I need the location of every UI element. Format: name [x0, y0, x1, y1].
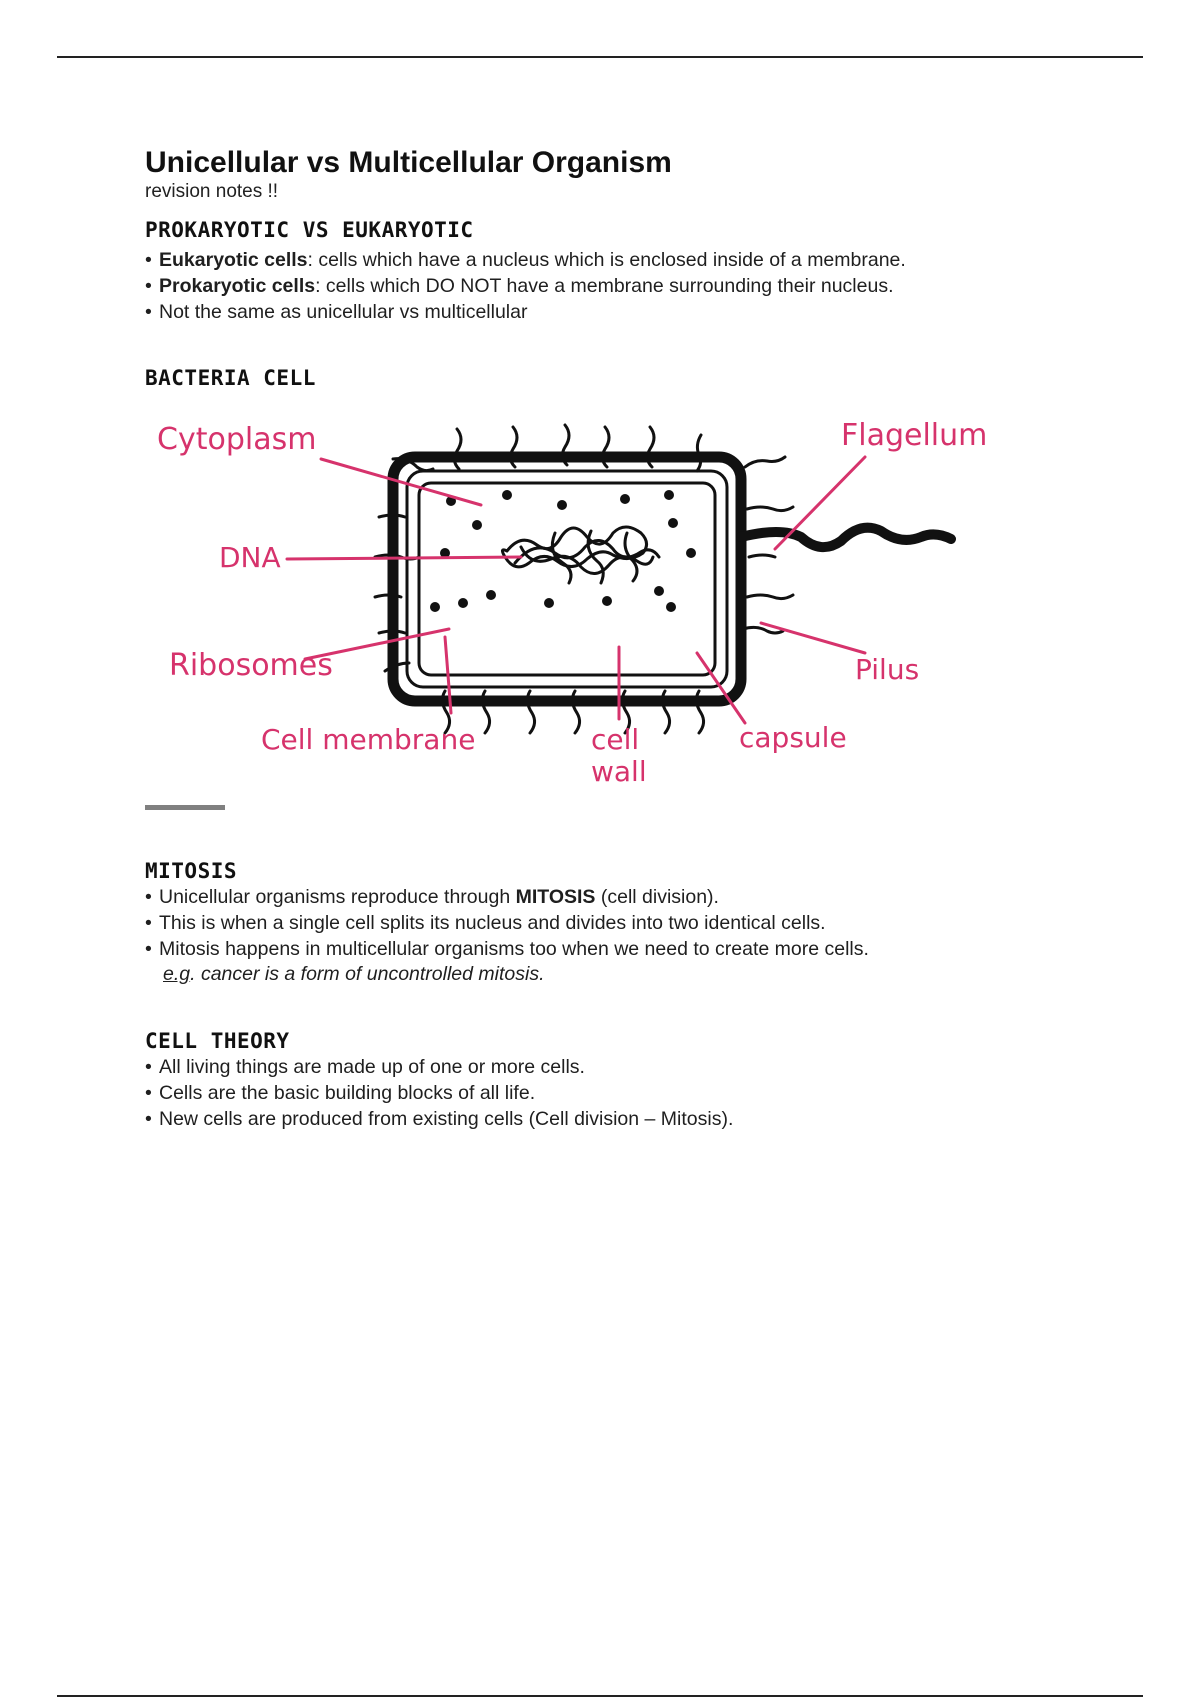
section-cell-theory [145, 1028, 1045, 1132]
section-prokaryotic [145, 217, 1045, 325]
dna-tangle [502, 527, 659, 583]
section-heading: CELL THEORY [145, 1029, 290, 1053]
section-mitosis [145, 858, 1045, 986]
bottom-rule [57, 1695, 1143, 1697]
list-text: Cells are the basic building blocks of all life. [159, 1082, 536, 1104]
diagram-labels [157, 418, 987, 788]
example-note [145, 962, 1045, 986]
label-dna: DNA [219, 541, 281, 574]
list-text: All living things are made up of one or more cells. [159, 1056, 585, 1078]
label-cell-wall-line2: wall [591, 755, 647, 788]
document-body [145, 145, 1045, 1132]
label-pilus: Pilus [855, 653, 920, 686]
list-item [145, 1106, 1045, 1132]
flagellum-shape [741, 528, 951, 547]
list-item [145, 299, 1045, 325]
label-leader-lines [287, 457, 865, 723]
list-text: Mitosis happens in multicellular organisms too when we need to create more cells. [159, 938, 869, 960]
ribosomes [430, 490, 696, 612]
list-item [145, 1080, 1045, 1106]
term: Prokaryotic cells [159, 275, 316, 297]
label-ribosomes: Ribosomes [169, 648, 333, 683]
text-bold: MITOSIS [515, 886, 596, 908]
list-item [145, 273, 1045, 299]
list-item [145, 910, 1045, 936]
cell-membrane-outline [419, 483, 715, 675]
top-rule [57, 56, 1143, 58]
definition: : cells which have a nucleus which is enclosed inside of a membrane. [307, 249, 906, 271]
list-text: New cells are produced from existing cells (Cell division – Mitosis). [159, 1108, 734, 1130]
bacteria-diagram [135, 397, 995, 817]
note-text: Not the same as unicellular vs multicellular [159, 301, 528, 323]
list-item [145, 1054, 1045, 1080]
section-heading: BACTERIA CELL [145, 366, 316, 390]
bullet-list [145, 247, 1045, 325]
bacteria-cell-drawing [135, 397, 995, 817]
definition: : cells which DO NOT have a membrane surrounding their nucleus. [315, 275, 894, 297]
label-cell-membrane: Cell membrane [261, 723, 476, 756]
label-capsule: capsule [739, 721, 847, 754]
list-item [145, 884, 1045, 910]
label-cytoplasm: Cytoplasm [157, 422, 317, 457]
text-pre: Unicellular organisms reproduce through [159, 886, 516, 908]
text-post: (cell division). [595, 886, 719, 908]
term: Eukaryotic cells [159, 249, 308, 271]
label-flagellum: Flagellum [841, 418, 988, 453]
section-heading: MITOSIS [145, 859, 238, 883]
bullet-list [145, 884, 1045, 962]
list-item [145, 936, 1045, 962]
section-bacteria [145, 365, 1045, 810]
page-title: Unicellular vs Multicellular Organism [145, 146, 672, 179]
page-subtitle: revision notes !! [145, 181, 279, 202]
example-text: . cancer is a form of uncontrolled mitosis. [190, 963, 545, 985]
list-item [145, 247, 1045, 273]
list-text: This is when a single cell splits its nucleus and divides into two identical cells. [159, 912, 826, 934]
section-heading: PROKARYOTIC VS EUKARYOTIC [145, 218, 474, 242]
example-abbrev: e.g [163, 963, 191, 985]
bullet-list [145, 1054, 1045, 1132]
label-cell-wall-line1: cell [591, 723, 640, 756]
